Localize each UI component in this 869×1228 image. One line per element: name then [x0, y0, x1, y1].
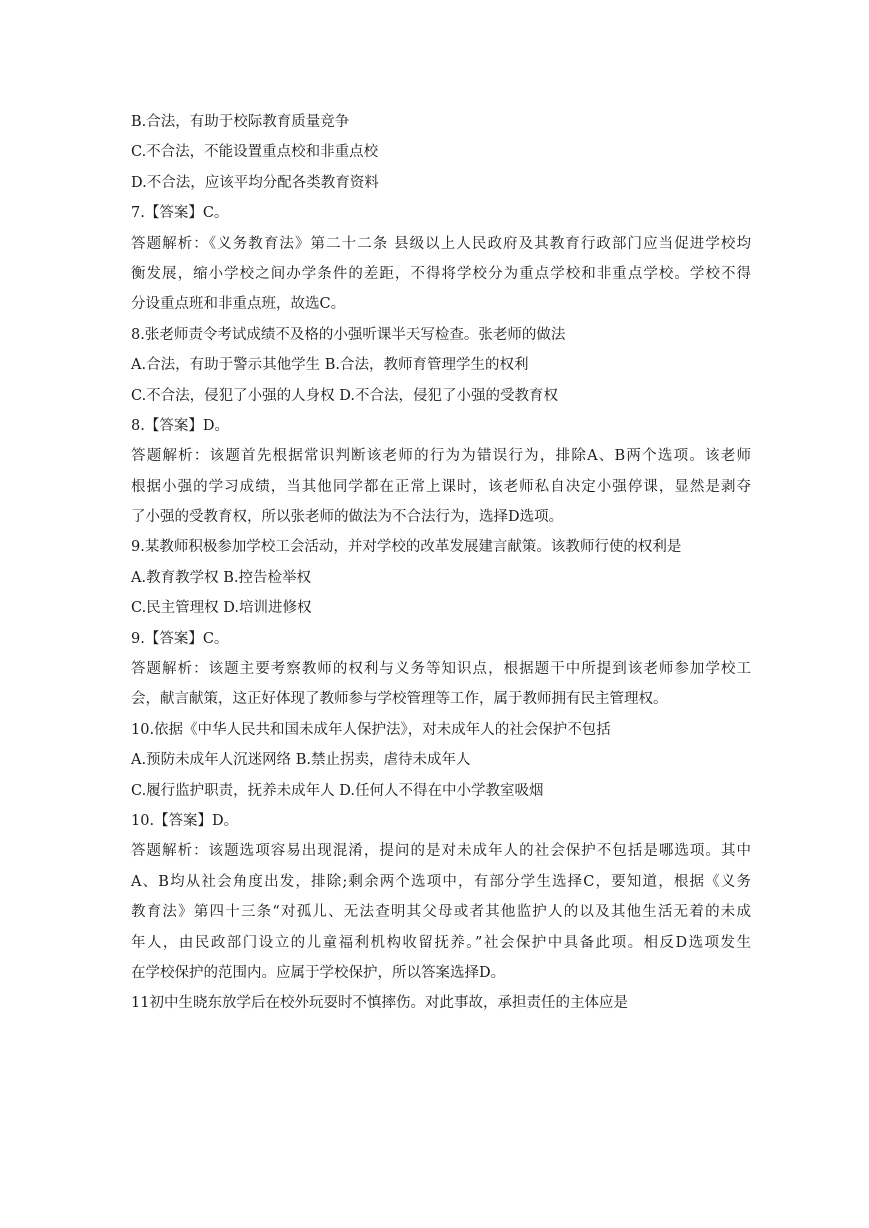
text-line-analysis: 年人，由民政部门设立的儿童福利机构收留抚养。”社会保护中具备此项。相反D选项发生 — [131, 934, 751, 951]
text-line-answer: 10.【答案】D。 — [131, 812, 239, 829]
text-line-option: A.教育教学权 B.控告检举权 — [131, 569, 311, 586]
text-line-option: B.合法，有助于校际教育质量竞争 — [131, 114, 350, 130]
text-line-analysis: 根据小强的学习成绩，当其他同学都在正常上课时，该老师私自决定小强停课，显然是剥夺 — [131, 478, 751, 495]
text-line-analysis: 教育法》第四十三条“对孤儿、无法查明其父母或者其他监护人的以及其他生活无着的未成 — [131, 904, 751, 921]
text-line-option: C.履行监护职责，抚养未成年人 D.任何人不得在中小学教室吸烟 — [131, 782, 544, 799]
text-line-analysis: 答题解析：《义务教育法》第二十二条 县级以上人民政府及其教育行政部门应当促进学校均 — [131, 235, 751, 252]
text-line-analysis: 答题解析：该题首先根据常识判断该老师的行为为错误行为，排除A、B两个选项。该老师 — [131, 448, 751, 465]
text-line-analysis: 会，献言献策，这正好体现了教师参与学校管理等工作，属于教师拥有民主管理权。 — [131, 691, 668, 708]
text-line-option: A.预防未成年人沉迷网络 B.禁止拐卖，虐待未成年人 — [131, 752, 471, 769]
text-line-option: C.不合法，侵犯了小强的人身权 D.不合法，侵犯了小强的受教育权 — [131, 387, 559, 404]
text-line-answer: 7.【答案】C。 — [131, 205, 229, 222]
text-line-option: A.合法，有助于警示其他学生 B.合法，教师育管理学生的权利 — [131, 357, 529, 374]
text-line-option: D.不合法，应该平均分配各类教育资料 — [131, 174, 379, 191]
text-line-question: 8.张老师责令考试成绩不及格的小强听课半天写检查。张老师的做法 — [131, 326, 566, 343]
text-line-analysis: 衡发展，缩小学校之间办学条件的差距，不得将学校分为重点学校和非重点学校。学校不得 — [131, 265, 751, 282]
text-line-analysis: 分设重点班和非重点班，故选C。 — [131, 296, 346, 313]
text-line-question: 10.依据《中华人民共和国未成年人保护法》，对未成年人的社会保护不包括 — [131, 721, 611, 738]
text-line-question: 11初中生晓东放学后在校外玩耍时不慎摔伤。对此事故，承担责任的主体应是 — [131, 995, 628, 1012]
text-line-option: C.民主管理权 D.培训进修权 — [131, 600, 312, 617]
text-line-answer: 8.【答案】D。 — [131, 417, 229, 434]
text-line-analysis: 答题解析：该题选项容易出现混淆，提问的是对未成年人的社会保护不包括是哪选项。其中 — [131, 843, 751, 860]
text-line-question: 9.某教师积极参加学校工会活动，并对学校的改革发展建言献策。该教师行使的权利是 — [131, 539, 682, 556]
text-line-analysis: 答题解析：该题主要考察教师的权利与义务等知识点，根据题干中所提到该老师参加学校工 — [131, 661, 751, 678]
text-line-option: C.不合法，不能设置重点校和非重点校 — [131, 144, 379, 161]
text-line-answer: 9.【答案】C。 — [131, 630, 229, 647]
document-page — [131, 107, 751, 1019]
text-line-analysis: 了小强的受教育权，所以张老师的做法为不合法行为，选择D选项。 — [131, 509, 564, 526]
text-line-analysis: A、B均从社会角度出发，排除;剩余两个选项中，有部分学生选择C，要知道，根据《义务 — [131, 873, 751, 890]
text-line-analysis: 在学校保护的范围内。应属于学校保护，所以答案选择D。 — [131, 964, 506, 981]
